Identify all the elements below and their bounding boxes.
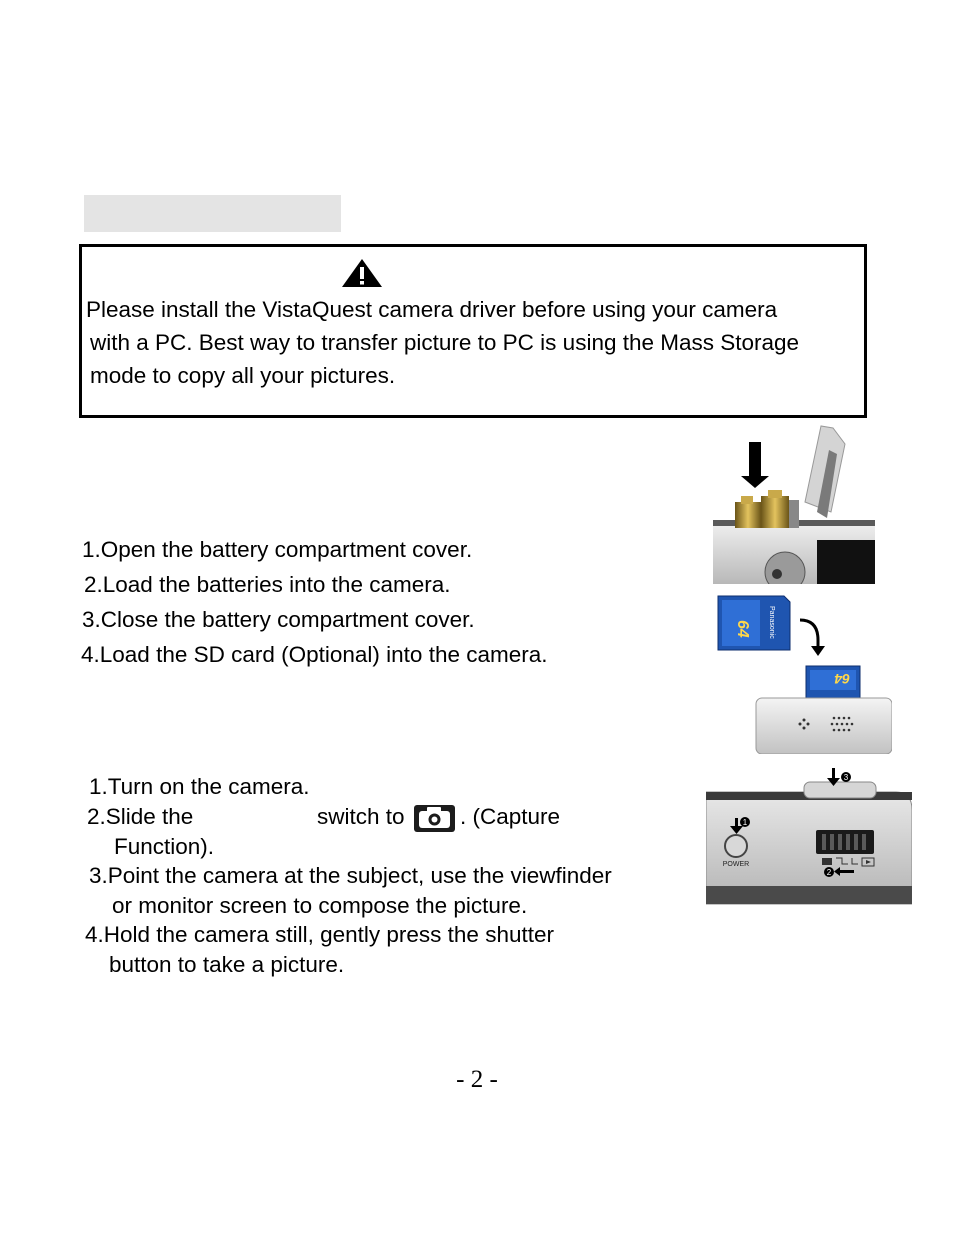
warning-icon [341,258,383,288]
capture-step-2-c: . (Capture [460,804,561,829]
notice-line-2: with a PC. Best way to transfer picture to PC is using the Mass Storage [90,330,800,355]
capture-step-2-d: Function). [114,834,215,859]
camera-mode-icon [414,805,455,832]
marker-1: 1 [742,818,748,827]
capture-step-2-b: switch to [317,804,405,829]
section-heading-bar [84,195,341,232]
marker-2: 2 [826,868,832,877]
sd-card-photo [712,590,892,754]
battery-photo [705,422,875,584]
battery-step-4: 4.Load the SD card (Optional) into the camera. [81,642,548,667]
notice-line-1: Please install the VistaQuest camera driver before using your camera [86,297,778,322]
camera-top-photo [706,766,912,906]
sd-card-brand: Panasonic [768,606,775,639]
battery-step-2: 2.Load the batteries into the camera. [84,572,451,597]
page-number: - 2 - [456,1066,498,1093]
capture-step-2-a: 2.Slide the [87,804,194,829]
capture-step-3-a: 3.Point the camera at the subject, use the viewfinder [89,863,612,888]
power-label: POWER [722,861,750,868]
marker-3: 3 [843,773,849,782]
capture-step-4-b: button to take a picture. [109,952,345,977]
capture-step-3-b: or monitor screen to compose the picture. [112,893,528,918]
battery-step-1: 1.Open the battery compartment cover. [82,537,473,562]
battery-step-3: 3.Close the battery compartment cover. [82,607,475,632]
sd-card-label: 64 [734,620,751,638]
sd-card-inserted-label: 64 [834,671,850,687]
notice-line-3: mode to copy all your pictures. [90,363,396,388]
capture-step-4-a: 4.Hold the camera still, gently press the shutter [85,922,554,947]
capture-step-1: 1.Turn on the camera. [89,774,310,799]
